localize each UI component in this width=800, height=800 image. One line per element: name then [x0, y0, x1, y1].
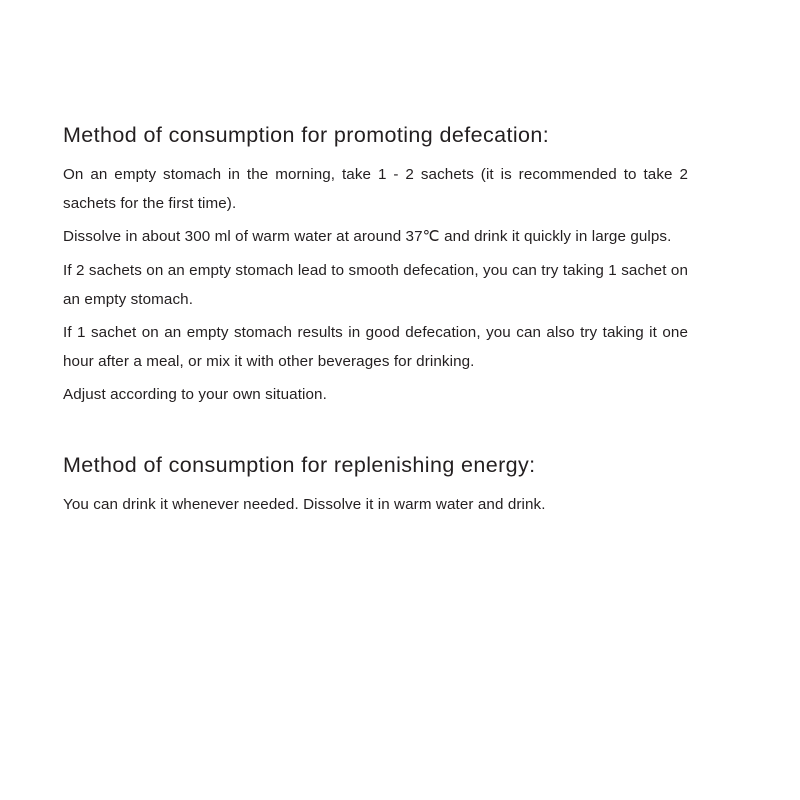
section-heading: Method of consumption for promoting defecation:: [63, 123, 550, 147]
paragraph: You can drink it whenever needed. Dissolve it in warm water and drink.: [63, 496, 546, 514]
section-promoting-defecation: [63, 122, 688, 409]
paragraph: Adjust according to your own situation.: [63, 386, 327, 404]
paragraph: Dissolve in about 300 ml of warm water at around 37℃ and drink it quickly in large gulps.: [63, 228, 672, 246]
section-heading: Method of consumption for replenishing energy:: [63, 453, 536, 478]
paragraph: If 2 sachets on an empty stomach lead to smooth defecation, you can try taking 1 sachet on an empty stomach.: [63, 261, 688, 308]
paragraph: On an empty stomach in the morning, take 1 - 2 sachets (it is recommended to take 2 sachets for the first time).: [63, 165, 688, 213]
section-replenishing-energy: [63, 452, 688, 519]
paragraph: If 1 sachet on an empty stomach results in good defecation, you can also try taking it one hour after a meal, or mix it with other beverages for drinking.: [63, 323, 688, 371]
